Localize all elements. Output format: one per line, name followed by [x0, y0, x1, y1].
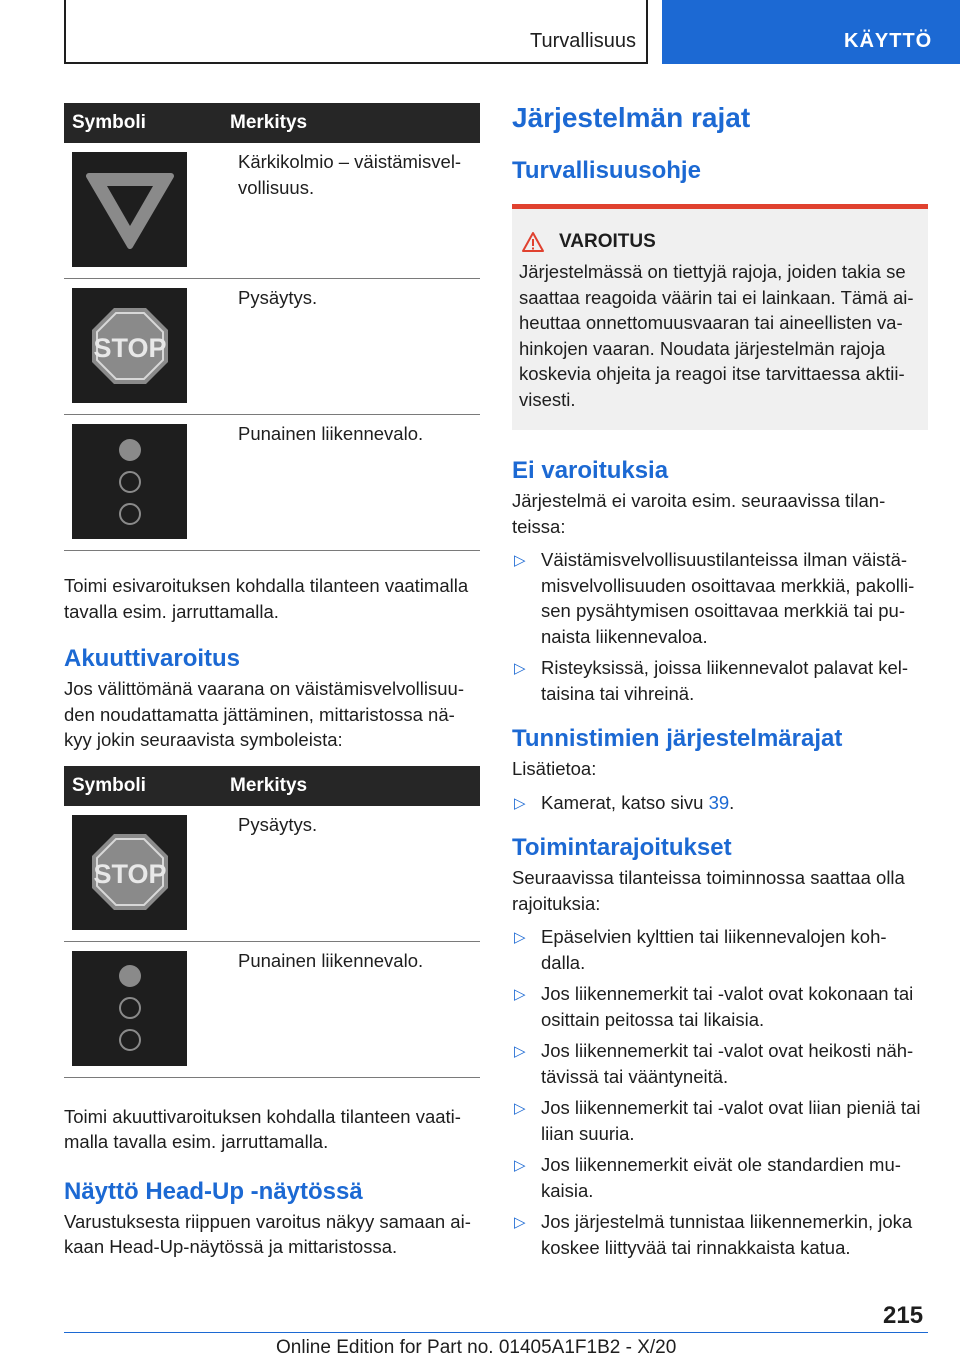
- prewarning-instruction: Toimi esivaroituksen kohdalla tilanteen vaatimalla tavalla esim. jarruttamalla.: [64, 575, 469, 622]
- footer-divider: [64, 1332, 928, 1333]
- bullet-triangle-icon: ▷: [514, 794, 526, 812]
- svg-text:STOP: STOP: [92, 859, 167, 889]
- table-header: [64, 766, 480, 806]
- bullet-triangle-icon: ▷: [514, 929, 526, 946]
- meaning-text: Pysäytys.: [238, 813, 318, 835]
- list-item: ▷ Jos liikennemerkit eivät ole standardien mu-kaisia.: [514, 1154, 901, 1201]
- page-link-39[interactable]: 39: [708, 791, 730, 813]
- warning-label: VAROITUS: [559, 231, 656, 252]
- symbol-table-prewarning: [64, 103, 480, 551]
- list-item: ▷ Jos liikennemerkit tai -valot ovat kokonaan tai osittain peitossa tai likaisia.: [514, 983, 914, 1030]
- page-number: 215: [883, 1302, 924, 1329]
- col-meaning-header: Merkitys: [230, 774, 308, 796]
- bullet-triangle-icon: ▷: [514, 660, 526, 677]
- table-row: [64, 415, 480, 551]
- list-item: ▷ Jos liikennemerkit tai -valot ovat heikosti näh-tävissä tai vääntyneitä.: [514, 1040, 914, 1087]
- list-item: ▷ Epäselvien kylttien tai liikennevalojen koh-dalla.: [514, 926, 887, 973]
- warning-title: [521, 231, 920, 253]
- footer-edition: Online Edition for Part no. 01405A1F1B2 - X/20: [276, 1337, 677, 1358]
- table-row: [64, 143, 480, 279]
- svg-text:STOP: STOP: [92, 332, 167, 363]
- no-warnings-intro: Järjestelmä ei varoita esim. seuraavissa tilan-teissa:: [512, 490, 886, 537]
- bullet-triangle-icon: ▷: [514, 986, 526, 1003]
- meaning-text: Kärkikolmio – väistämisvel-vollisuus.: [238, 151, 462, 198]
- bullet-triangle-icon: ▷: [514, 1214, 526, 1231]
- table-row: [64, 279, 480, 415]
- bullet-triangle-icon: ▷: [514, 1157, 526, 1174]
- col-meaning-header: Merkitys: [230, 112, 308, 133]
- stop-sign-icon: [72, 815, 187, 930]
- acute-instruction: Toimi akuuttivaroituksen kohdalla tilanteen vaati-malla tavalla esim. jarruttamalla.: [64, 1105, 461, 1152]
- list-item: ▷ Risteyksissä, joissa liikennevalot palavat kel-taisina tai vihreinä.: [514, 657, 909, 704]
- list-item: ▷ Jos järjestelmä tunnistaa liikennemerkin, joka koskee liittyvää tai rinnakkaista katua.: [514, 1211, 913, 1258]
- list-item: ▷ Jos liikennemerkit tai -valot ovat liian pieniä tai liian suuria.: [514, 1097, 921, 1144]
- red-traffic-light-icon: [72, 951, 187, 1066]
- acute-warning-text: Jos välittömänä vaarana on väistämisvelvollisuu-den noudattamatta jättäminen, mittaristossa nä-kyy jokin seuraavista symboleista:: [64, 678, 464, 750]
- meaning-text: Punainen liikennevalo.: [238, 423, 424, 444]
- warning-triangle-icon: [521, 231, 545, 253]
- bullet-triangle-icon: ▷: [514, 552, 526, 569]
- right-column: [512, 100, 928, 1266]
- function-intro: Seuraavissa tilanteissa toiminnossa saattaa olla rajoituksia:: [512, 867, 905, 914]
- meaning-text: Pysäytys.: [238, 287, 318, 308]
- no-warnings-list: [512, 547, 928, 706]
- table-row: [64, 942, 480, 1078]
- col-symbol-header: Symboli: [72, 774, 146, 796]
- head-up-text: Varustuksesta riippuen varoitus näkyy samaan ai-kaan Head-Up-näytössä ja mittaristossa.: [64, 1210, 471, 1257]
- list-item: ▷ Väistämisvelvollisuustilanteissa ilman väistä-misvelvollisuuden osoittavaa merkkiä, pakolli-sen pysähtymisen osoittavaa merkkiä tai pu-naista liikennevaloa.: [514, 549, 915, 647]
- bullet-triangle-icon: ▷: [514, 1043, 526, 1060]
- header-section-box: [64, 0, 648, 64]
- red-traffic-light-icon: [72, 424, 187, 539]
- sensor-intro: Lisätietoa:: [512, 758, 597, 779]
- sensor-list: [512, 790, 928, 816]
- header-chapter-tab[interactable]: KÄYTTÖ: [662, 0, 960, 64]
- bullet-triangle-icon: ▷: [514, 1100, 526, 1117]
- meaning-text: Punainen liikennevalo.: [238, 949, 424, 971]
- table-row: [64, 806, 480, 942]
- heading-acute-warning: Akuuttivaroitus: [64, 645, 241, 672]
- yield-sign-icon: [72, 152, 187, 267]
- heading-system-limits: Järjestelmän rajat: [512, 102, 751, 133]
- heading-safety-note: Turvallisuusohje: [512, 157, 701, 184]
- warning-text: Järjestelmässä on tiettyjä rajoja, joiden takia se saattaa reagoida väärin tai ei lainkaan. Tämä ai-heuttaa onnettomuusvaaran tai aineellisten va-hinkojen vaaran. Noudata järjestelmän rajoja koskevia ohjeita ja reagoi itse tarvittaessa aktii-visesti.: [519, 261, 914, 410]
- symbol-table-acute: [64, 766, 480, 1078]
- warning-box: [512, 204, 928, 430]
- stop-sign-icon: [72, 288, 187, 403]
- col-symbol-header: Symboli: [72, 112, 146, 133]
- left-column: [64, 103, 480, 1260]
- heading-head-up: Näyttö Head-Up -näytössä: [64, 1177, 363, 1205]
- table-header: [64, 103, 480, 143]
- list-item: ▷ Kamerat, katso sivu 39.: [512, 790, 928, 816]
- heading-no-warnings: Ei varoituksia: [512, 457, 669, 484]
- header-section-title: Turvallisuus: [530, 30, 636, 52]
- heading-function-limits: Toimintarajoitukset: [512, 834, 732, 861]
- function-list: [512, 924, 928, 1260]
- heading-sensor-limits: Tunnistimien järjestelmärajat: [512, 725, 843, 752]
